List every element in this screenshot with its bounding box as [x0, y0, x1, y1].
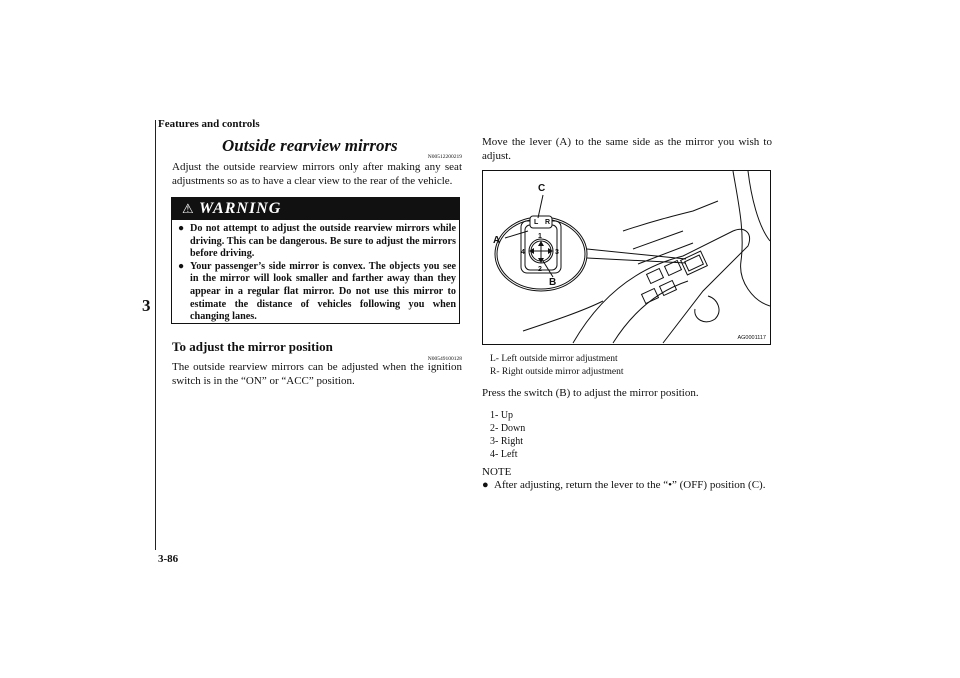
bullet-icon: ●: [178, 260, 185, 272]
mirror-switch-figure: [482, 170, 771, 345]
warning-header: [172, 198, 459, 220]
direction-item: 1- Up: [490, 410, 514, 421]
direction-list: [490, 409, 525, 461]
callout-a: A: [493, 235, 501, 246]
note-bullet-icon: ●: [482, 479, 489, 491]
legend-item: L- Left outside mirror adjustment: [490, 354, 618, 364]
subsection-code: N00549100128: [427, 356, 462, 362]
callout-3: 3: [555, 249, 559, 256]
chapter-number: 3: [142, 296, 151, 315]
mirror-switch-illustration: [483, 171, 770, 344]
warning-list: [178, 223, 456, 324]
press-switch-text: Press the switch (B) to adjust the mirror position.: [482, 387, 699, 399]
bullet-icon: ●: [178, 223, 185, 234]
lever-legend: [490, 353, 624, 379]
page-number: 3-86: [158, 553, 179, 565]
callout-2: 2: [538, 266, 542, 273]
section-title: Outside rearview mirrors: [222, 136, 398, 155]
direction-item: 4- Left: [490, 449, 518, 460]
warning-item: ● Your passenger’s side mirror is convex. The objects you see in the mirror will look smaller and farther away than they appear in a regular flat mirror. Do not use this mirror to estimate the distance of vehicles following you when changing lanes.: [178, 260, 456, 323]
warning-title: WARNING: [199, 200, 282, 217]
callout-c: C: [538, 183, 546, 194]
subsection-title: To adjust the mirror position: [172, 339, 333, 354]
direction-item: 3- Right: [490, 436, 524, 447]
callout-b: B: [549, 277, 557, 288]
direction-item: 2- Down: [490, 423, 526, 434]
chapter-divider: [155, 120, 156, 550]
note-title: NOTE: [482, 466, 512, 478]
figure-code: AG0001117: [737, 335, 766, 341]
callout-l: L: [534, 219, 539, 226]
note-text: After adjusting, return the lever to the “•” (OFF) position (C).: [494, 479, 766, 491]
section-code: N00512200219: [427, 154, 462, 160]
move-lever-text: Move the lever (A) to the same side as the mirror you wish to adjust.: [482, 136, 772, 162]
callout-1: 1: [538, 233, 542, 240]
warning-item: ● Do not attempt to adjust the outside rearview mirrors while driving. This can be dangerous. Be sure to adjust the mirrors before driving.: [178, 223, 456, 260]
legend-item: R- Right outside mirror adjustment: [490, 367, 624, 377]
warning-box: [171, 197, 460, 324]
section-intro: Adjust the outside rearview mirrors only after making any seat adjustments so as to have a clear view to the rear of the vehicle.: [172, 161, 462, 187]
callout-r: R: [545, 219, 551, 226]
callout-4: 4: [521, 249, 525, 256]
chapter-header: Features and controls: [158, 118, 260, 130]
warning-triangle-icon: ⚠: [182, 201, 194, 216]
subsection-body: The outside rearview mirrors can be adjusted when the ignition switch is in the “ON” or “ACC” position.: [172, 361, 462, 387]
